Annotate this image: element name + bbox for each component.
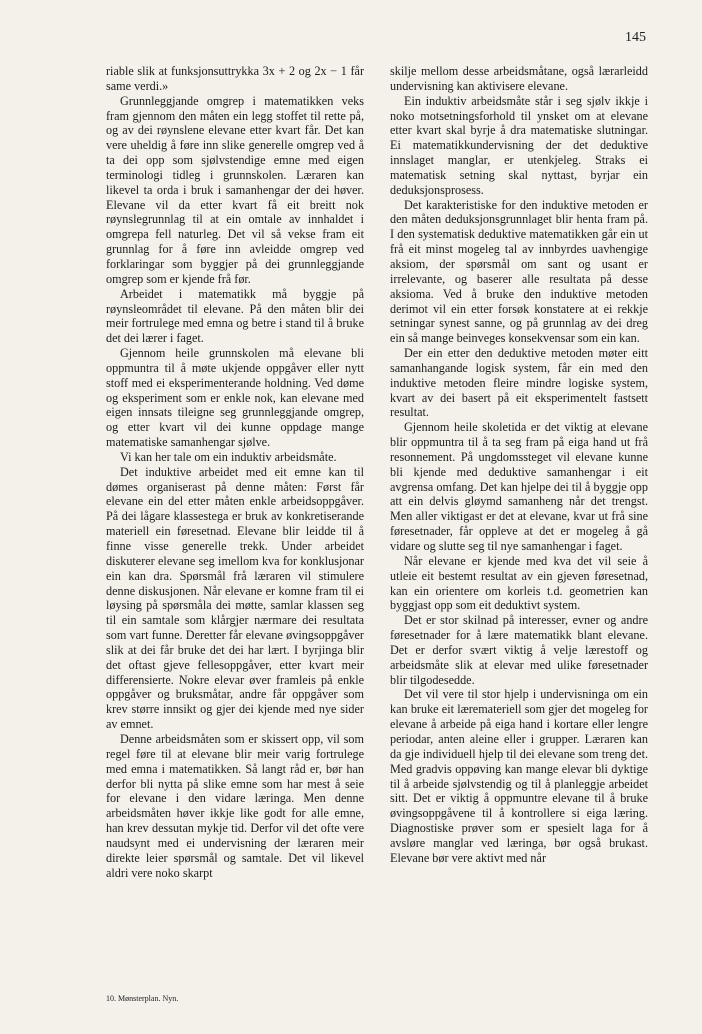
paragraph: Når elevane er kjende med kva det vil seie å utleie eit bestemt resultat av ein gjeven føresetnad, kan ein orientere om korleis t.d. geometrien kan byggjast opp som eit deduktivt system. — [390, 553, 648, 613]
paragraph: Grunnleggjande omgrep i matematikken veks fram gjennom den måten ein legg stoffet til rette på, og av dei røynslene elevane etter kvart får. Det kan vere uheldig å føre inn slike generelle omgrep ved å ta dei opp som sjølvstendige emne med eigen terminologi tidleg i grunnskolen. Læraren kan likevel ta orda i bruk i samanhengar der dei høver. Elevane vil da etter kvart få eit breitt nok røynslegrunnlag til at ein omtale av innhaldet i omgrepa fell naturleg. Det vil så vekse fram eit grunnlag for å føre inn avleidde omgrep ved forklaringar som byggjer på dei grunnleggjande omgrep som er kjende frå før. — [106, 93, 364, 286]
paragraph: Gjennom heile skoletida er det viktig at elevane blir oppmuntra til å ta seg fram på eiga hand ut frå resonnement. På ungdomssteget vil elevane kunne bli kjende med deduktive samanhengar i eit avgrensa omfang. Det kan hjelpe dei til å byggje opp att ein delvis gløymd samanheng når det trengst. Men aller viktigast er det at elevane, kvar ut frå sine føresetnader, får oppleve at det er mogeleg å gå vidare og slutte seg til nye samanhengar i faget. — [390, 420, 648, 553]
paragraph: skilje mellom desse arbeidsmåtane, også lærarleidd undervisning kan aktivisere elevane. — [390, 64, 648, 93]
paragraph: Der ein etter den deduktive metoden møter eitt samanhangande logisk system, får ein med den induktive metoden fleire mindre logiske system, kvart av dei basert på eit eksperimentelt fastsett resultat. — [390, 346, 648, 420]
paragraph: Det vil vere til stor hjelp i undervisninga om ein kan bruke eit læremateriell som gjer det mogeleg for elevane å arbeide på eiga hand i kortare eller lengre periodar, anten aleine eller i grupper. Læraren kan da gje individuell hjelp til dei elevane som treng det. Med gradvis oppøving kan mange elevar bli dyktige til å arbeide sjølvstendig og til å planleggje arbeidet sitt. Det er viktig å oppmuntre elevane til å bruke øvingsoppgåvene til å kontrollere si eiga læring. Diagnostiske prøver som er spesielt laga for å avsløre manglar ved læringa, bør også brukast. Elevane bør vere aktivt med når — [390, 687, 648, 865]
paragraph: Det er stor skilnad på interesser, evner og andre føresetnader for å lære matematikk blant elevane. Det er derfor svært viktig å velje lærestoff og arbeidsmåte slik at elevar med ulike føresetnader blir tilgodesedde. — [390, 613, 648, 687]
page-number: 145 — [625, 30, 646, 45]
paragraph: Det induktive arbeidet med eit emne kan til dømes organiserast på denne måten: Først får elevane ein del etter måten enkle arbeidsoppgåver. På dei lågare klassestega er bruk av konkretiserande materiell ein føresetnad. Elevane blir leidde til å finne visse generelle trekk. Under arbeidet diskuterer elevane seg imellom kva for konklusjonar ein kan dra. Spørsmål frå læraren vil stimulere denne diskusjonen. Når elevane er komne fram til ei løysing på spørsmåla dei møtte, samlar klassen seg til ein samtale som klårgjer nærmare dei resultata som vart funne. Deretter får elevane øvingsoppgåver slik at dei får bruke det dei har lært. I byrjinga blir det oftast gjeve fellesoppgåver, etter kvart meir differensierte. Nokre elevar øver framleis på enkle oppgåver og bruksmåtar, andre får oppgåver som krev større innsikt og gjer dei kjende med nye sider av emnet. — [106, 464, 364, 732]
paragraph: Det karakteristiske for den induktive metoden er den måten deduksjonsgrunnlaget blir henta fram på. I den systematisk deduktive matematikken går ein ut frå eit minst mogeleg tal av innbyrdes uavhengige aksiom, der spørsmål om sant og usant er irrelevante, og baserer alle resultata på desse aksioma. Ved å bruke den induktive metoden derimot vil ein etter forsøk konstatere at ei rekkje setningar synest sanne, og på grunnlag av dei dreg ein så mange beinveges konsekvensar som ein kan. — [390, 197, 648, 346]
paragraph: Denne arbeidsmåten som er skissert opp, vil som regel føre til at elevane blir meir varig fortrulege med emna i matematikken. Så langt råd er, bør han derfor bli nytta på slike emne som har mest å seie for elevane i den vidare læringa. Men denne arbeidsmåten høver ikkje like godt for alle emne, han krev dessutan mykje tid. Derfor vil det ofte vere naudsynt med ei undervisning der læraren meir direkte leier spørsmål og samtale. Det vil likevel aldri vere noko skarpt — [106, 731, 364, 880]
footer-note: 10. Mønsterplan. Nyn. — [106, 994, 179, 1003]
paragraph: Vi kan her tale om ein induktiv arbeidsmåte. — [120, 449, 337, 464]
left-column — [106, 64, 364, 880]
text-columns — [106, 64, 648, 880]
right-column — [390, 64, 648, 880]
paragraph: Arbeidet i matematikk må byggje på røynsleområdet til elevane. På den måten blir dei meir fortrulege med emna og betre i stand til å bruke det dei lærer i faget. — [106, 286, 364, 346]
paragraph: riable slik at funksjonsuttrykka 3x + 2 og 2x − 1 får same verdi.» — [106, 64, 364, 93]
paragraph: Ein induktiv arbeidsmåte står i seg sjølv ikkje i noko motsetningsforhold til ynsket om at elevane etter kvart skal byrje å dra matematiske slutningar. Ei matematikkundervisning der det deduktive innslaget manglar, er utenkjeleg. Straks ei matematisk setning skal nyttast, byrjar ein deduksjonsprosess. — [390, 93, 648, 197]
paragraph: Gjennom heile grunnskolen må elevane bli oppmuntra til å møte ukjende oppgåver eller nytt stoff med ei eksperimenterande holdning. Ved døme og eksperiment som er enkle nok, kan elevane med eigen innsats tileigne seg grunnleggjande omgrep, og etter kvart vil dei kunne oppdage mange matematiske samanhengar sjølve. — [106, 346, 364, 450]
